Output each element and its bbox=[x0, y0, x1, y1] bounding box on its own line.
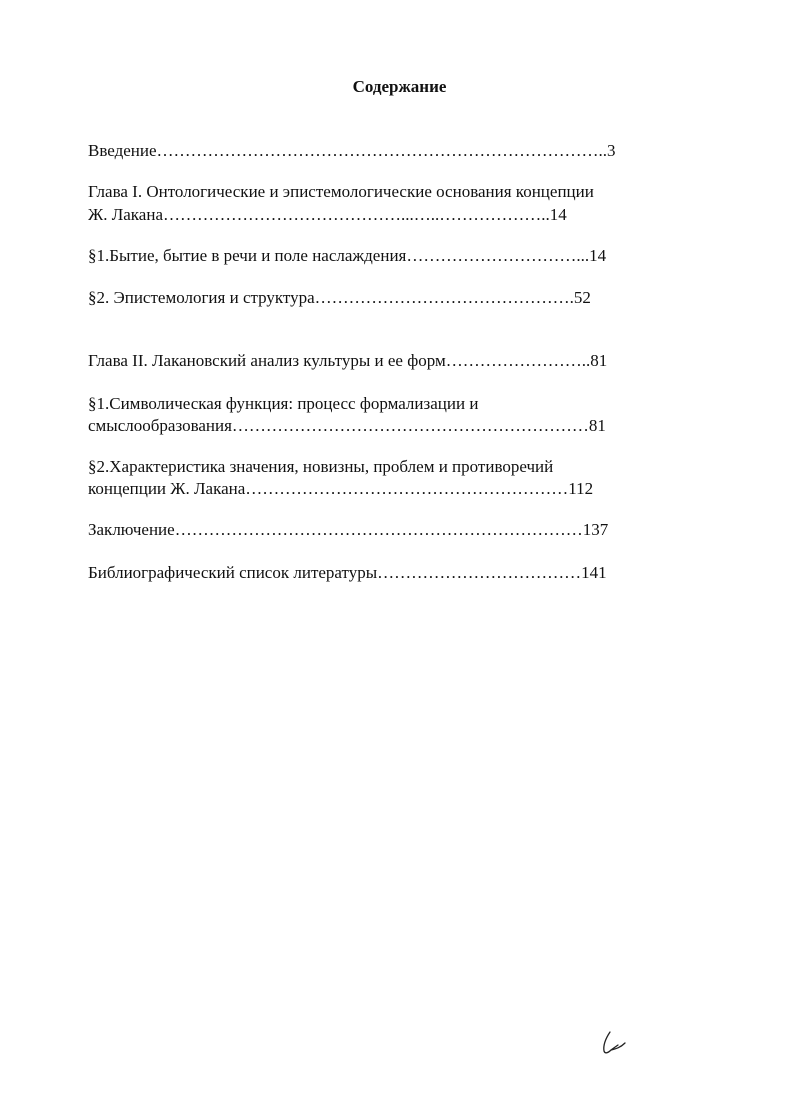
toc-entry-section-2-1: §1.Символическая функция: процесс формализации и bbox=[88, 394, 479, 413]
toc-entry-section-2-2: §2.Характеристика значения, новизны, проблем и противоречий bbox=[88, 457, 554, 476]
toc-entry-chapter-1: Глава I. Онтологические и эпистемологические основания концепции bbox=[88, 182, 594, 201]
toc-entry-section-1-2: §2. Эпистемология и структура……………………………………….52 bbox=[88, 288, 591, 307]
toc-entry-section-1-1: §1.Бытие, бытие в речи и поле наслаждения…………………………...14 bbox=[88, 246, 607, 265]
toc-entry-section-2-1-continued: смыслообразования………………………………………………………81 bbox=[88, 416, 606, 435]
toc-entry-bibliography: Библиографический список литературы………………………………141 bbox=[88, 563, 607, 582]
toc-entry-chapter-1-continued: Ж. Лакана……………………………………...…..………………..14 bbox=[88, 205, 567, 224]
handwritten-page-mark bbox=[598, 1028, 628, 1056]
toc-entry-introduction: Введение……………………………………………………………………..3 bbox=[88, 141, 616, 160]
page-title: Содержание bbox=[352, 77, 447, 96]
toc-entry-section-2-2-continued: концепции Ж. Лакана…………………………………………………112 bbox=[88, 479, 594, 498]
toc-entry-chapter-2: Глава II. Лакановский анализ культуры и ее форм……………………..81 bbox=[88, 351, 608, 370]
toc-entry-conclusion: Заключение………………………………………………………………137 bbox=[88, 520, 609, 539]
